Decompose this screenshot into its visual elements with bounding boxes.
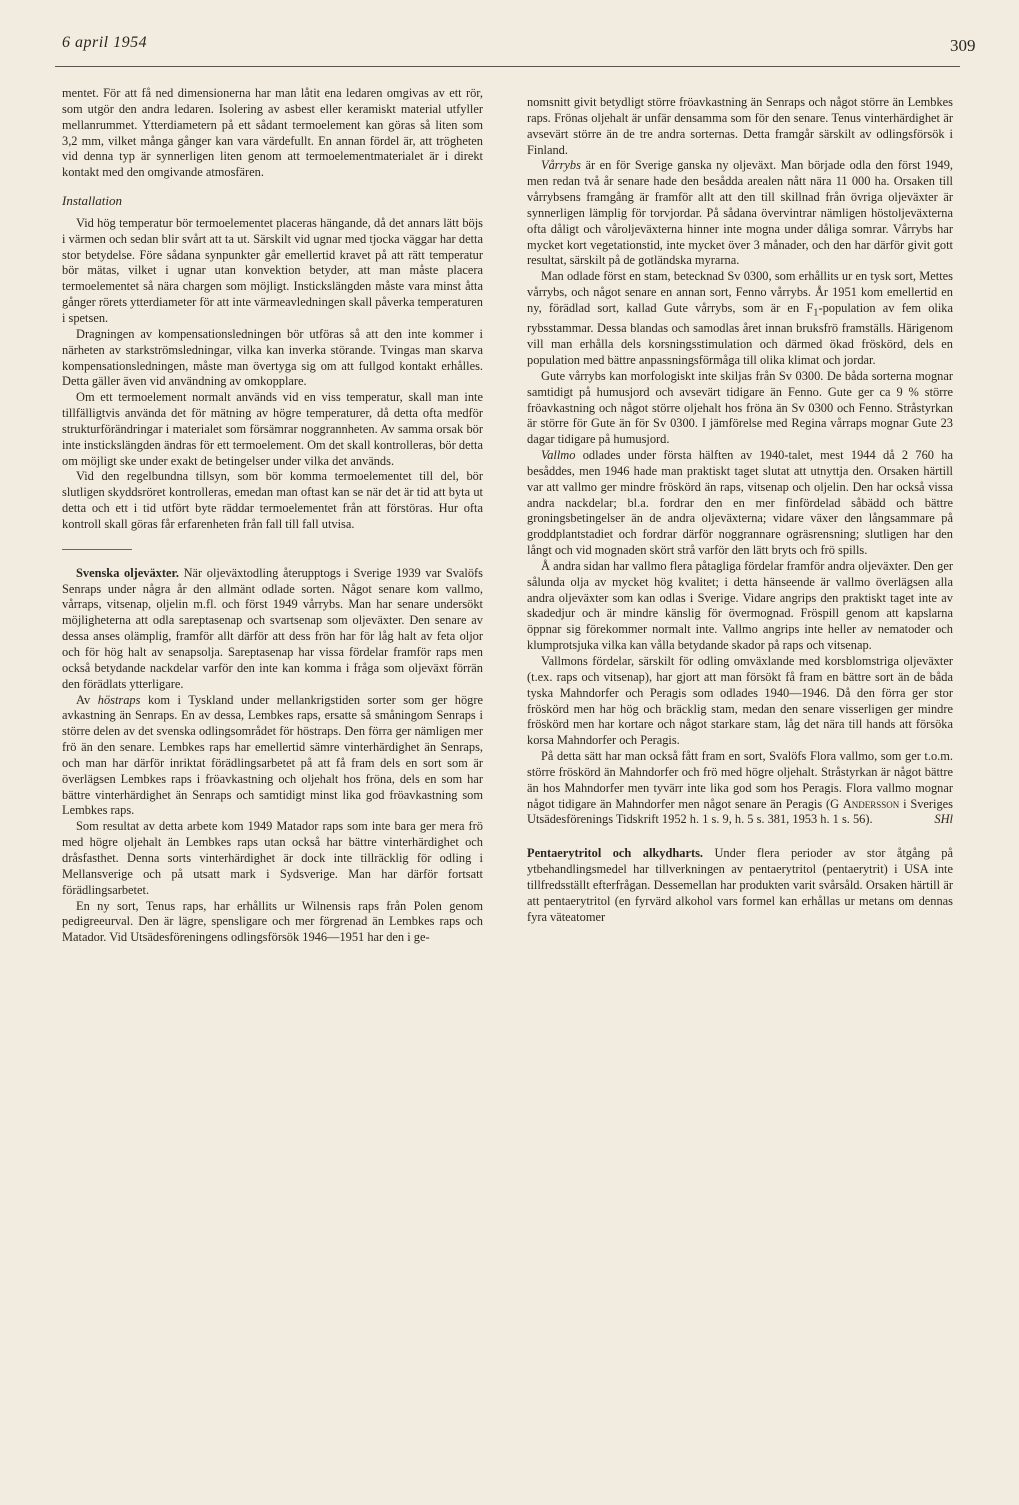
paragraph-continued: nomsnitt givit betydligt större fröavkastning än Senraps och något större än Lembkes raps. Frönas oljehalt är unfär densamma som för den senare. Tenus vinterhärdighet är avsevärt större än de tre andra sorternas. Detta framgår särskilt av odlingsförsök i Finland.: [527, 95, 953, 157]
article-title-penta: Pentaerytritol och alkydharts.: [527, 846, 704, 861]
article-title-oil: Svenska oljeväxter.: [76, 565, 179, 580]
paragraph-intro: mentet. För att få ned dimensionerna har man låtit ena ledaren omgivas av ett rör, som utgör den andra ledaren. Isolering av asbest eller keramiskt material utfyller mellanrummet. Ytterdiametern på ett sådant termoelement kan göras så liten som 3,2 mm, vilket många gånger kan vara värdefullt. En annan fördel är, att trögheten vid denna typ är synnerligen liten genom att termoelementmaterialet är i direkt kontakt med den omgivande atmosfären.: [62, 86, 483, 180]
author-signature: SHl: [934, 812, 953, 827]
running-header-date: 6 april 1954: [62, 34, 148, 51]
left-column: [62, 86, 483, 946]
paragraph-install-3: Om ett termoelement normalt används vid en viss temperatur, skall man inte tillfälligtvis använda det för mätning av högre temperaturer, då detta ofta medför strukturförändringar i materialet som försämrar noggrannheten. Av samma orsak bör inte instickslängden ändras för ett termoelement. Om det skall kontrolleras, bör detta om möjligt ske under exakt de betingelser under vilka det används.: [62, 390, 483, 468]
paragraph-gute: Gute vårrybs kan morfologiskt inte skiljas från Sv 0300. De båda sorterna mognar samtidigt på humusjord och avsevärt tidigare än Fenno. Gute ger ca 9 % större fröavkastning och något större oljehalt hos fröna än Sv 0300 och Fenno. Stråstyrkan är större för Gute än för Sv 0300. I jämförelse med Regina vårraps mognar Gute 23 dagar tidigare på humusjord.: [527, 368, 953, 447]
paragraph-oil-1: Svenska oljeväxter. När oljeväxtodling återupptogs i Sverige 1939 var Svalöfs Senraps under några år den allmänt odlade sorten. Något senare kom vallmo, vårraps, vitsenap, oljelin m.fl. och först 1949 vårrybs. Man har senare undersökt möjligheterna att odla sareptasenap och svartsenap som oljeväxter. Den senare av dessa anses olämplig, framför allt därför att dess frön har för låg halt av feta oljor och för hög halt av senapsolja. Sareptasenap har vissa fördelar framför raps men också betydande nackdelar varför den inte kan komma i fråga som oljeväxt förrän den förädlats ytterligare.: [62, 565, 483, 691]
paragraph-vallmo-2: Å andra sidan har vallmo flera påtagliga fördelar framför andra oljeväxter. Den ger sålunda olja av mycket hög kvalitet; i detta hänseende är vallmo överlägsen alla andra oljeväxter som kan odlas i Sverige. Vidare angrips den praktiskt taget inte av skadedjur och är mindre känslig för övermognad. Fröspill genom att kapslarna öppnar sig förekommer normalt inte. Vallmo angrips inte heller av nematoder och klumprotsjuka vilka kan vålla betydande skador på raps och vitsenap.: [527, 558, 953, 653]
paragraph-install-4: Vid den regelbundna tillsyn, som bör komma termoelementet till del, bör slutligen skyddsröret kontrolleras, emedan man oftast kan se när det är tid att byta ut detta och ett i tid utfört byte räddar termoelementet från att förstöras. Hur ofta kontroll skall göras får erfarenheten från fall till fall utvisa.: [62, 469, 483, 531]
paragraph-flora: På detta sätt har man också fått fram en sort, Svalöfs Flora vallmo, som ger t.o.m. större fröskörd än Mahndorfer och frö med högre oljehalt. Stråstyrkan är något bättre än hos Mahndorfer men tyvärr inte lika god som hos Peragis. Flora vallmo mognar något tidigare än Mahndorfer men något senare än Peragis (G Andersson i Sveriges Utsädesförenings Tidskrift 1952 h. 1 s. 9, h. 5 s. 381, 1953 h. 1 s. 56). SHl: [527, 749, 953, 827]
author-name: Andersson: [842, 796, 900, 811]
page-number: 309: [950, 36, 976, 55]
paragraph-install-1: Vid hög temperatur bör termoelementet placeras hängande, då det annars lätt böjs i värmen och sedan blir svårt att ta ut. Särskilt vid ugnar med tjocka väggar har detta stor betydelse. Före sådana synpunkter går emellertid kravet på att rätt temperatur bör mätas, vilket i ugnar utan konvektion betyder, att man måste placera termoelementet så nära chargen som möjligt. Instickslängden måste vara minst åtta gånger rörets ytterdiameter för att inte värmeavledningen skall påverka temperaturen i spetsen.: [62, 215, 483, 325]
paragraph-oil-2: Av höstraps kom i Tyskland under mellankrigstiden sorter som ger högre avkastning än Senraps. En av dessa, Lembkes raps, ersatte så småningom Senraps i större delen av det svenska odlingsområdet för höstraps. Den förra ger nämligen mer frö än den senare. Lembkes raps har emellertid sämre vinterhärdighet än Senraps, och man har därför inriktat förädlingsarbetet på att få fram dels en sort som är överlägsen Lembkes raps i fröavkastning och oljehalt hos fröna, dels en som har bättre vinterhärdighet än Senraps och samtidigt minst lika god fröavkastning som Lembkes raps.: [62, 692, 483, 818]
paragraph-install-2: Dragningen av kompensationsledningen bör utföras så att den inte kommer i närheten av starkströmsledningar, vilka kan inverka störande. Tvingas man skarva kompensationsledningen, måste man övertyga sig om att fullgod kontakt erhålles. Detta gäller även vid användning av omkopplare.: [62, 326, 483, 389]
paragraph-oil-3: Som resultat av detta arbete kom 1949 Matador raps som inte bara ger mera frö med högre oljehalt än Lembkes raps utan också har bättre vinterhärdighet och dråsfasthet. Denna sorts vinterhärdighet är dock inte tillräcklig för odling i Mellansverige och på utsatt mark i Sydsverige. Man har därför fortsatt förädlingsarbetet.: [62, 819, 483, 897]
paragraph-oil-4: En ny sort, Tenus raps, har erhållits ur Wilnensis raps från Polen genom pedigreeurval. Den är lägre, spensligare och mer förgrenad än Lembkes raps och Matador. Vid Utsädesföreningens odlingsförsök 1946—1951 har den i ge-: [62, 898, 483, 945]
section-divider: [62, 549, 132, 550]
paragraph-penta: Pentaerytritol och alkydharts. Under flera perioder av stor åtgång på ytbehandlingsmedel har tillverkningen av pentaerytritol (pentaerytrit) i USA inte tillfredsställt efterfrågan. Dessemellan har produkten varit svårsåld. Orsaken härtill är att pentaerytritol (en fyrvärd alkohol vars formel kan erhållas ur metans om dennas fyra väteatomer: [527, 846, 953, 924]
paragraph-sv0300: Man odlade först en stam, betecknad Sv 0300, som erhållits ur en tysk sort, Mettes vårrybs, och något senare en annan sort, Fenno vårrybs. År 1951 kom emellertid en ny, förädlad sort, kallad Gute vårrybs, som är en $F_1$-population av fem olika rybsstammar. Dessa blandas och samodlas året innan bruksfrö framställs. Härigenom vill man erhålla dels korsningsstimulation och därmed ökad fröskörd, dels en population med bättre anpassningsförmåga till olika klimat och jordar.: [527, 269, 954, 367]
header-rule: [55, 66, 960, 67]
paragraph-vallmo-1: Vallmo odlades under första hälften av 1940-talet, mest 1944 då 2 760 ha besåddes, men 1946 hade man praktiskt taget slutat att utnyttja den. Orsaken härtill var att vallmo ger mindre fröskörd än raps, vitsenap och oljelin. Den har också vissa andra nackdelar; bl.a. fordrar den en mer finfördelad såbädd och bättre groningsbetingelser än de andra oljeväxterna; vidare växer den långsammare på groddplantstadiet och fordrar därför noggrannare ogräsrensning; slutligen har den långt och vid mognaden skört strå varför den lätt bryts och frö spills.: [527, 448, 953, 558]
section-heading-installation: Installation: [62, 193, 122, 209]
right-column: [527, 95, 953, 926]
paragraph-vallmo-3: Vallmons fördelar, särskilt för odling omväxlande med korsblomstriga oljeväxter (t.ex. raps och vitsenap), har gjort att man försökt få fram en bättre sort än de båda tyska Mahndorfer och Peragis som odlades 1940—1946. Då den förra ger stor fröskörd men har hög och bräcklig stam, medan den senare visserligen ger mindre fröskörd men har kortare och något starkare stam, låg det nära till hands att försöka korsa Mahndorfer och Peragis.: [527, 654, 953, 748]
paragraph-varrybs: Vårrybs är en för Sverige ganska ny oljeväxt. Man började odla den först 1949, men redan två år senare hade den besådda arealen nått nära 11 000 ha. Orsaken till vårrybsens framgång är framför allt att den till skillnad från övriga oljeväxter är synnerligen lämplig för torvjordar. På sådana övervintrar nämligen höstoljeväxterna ofta dåligt och våroljeväxterna hinner inte mogna under dåliga somrar. Vårrybs har mycket kort vegetationstid, inte mycket över 3 månader, och den har därför givit gott resultat, särskilt på de gotländska myrarna.: [527, 158, 953, 268]
